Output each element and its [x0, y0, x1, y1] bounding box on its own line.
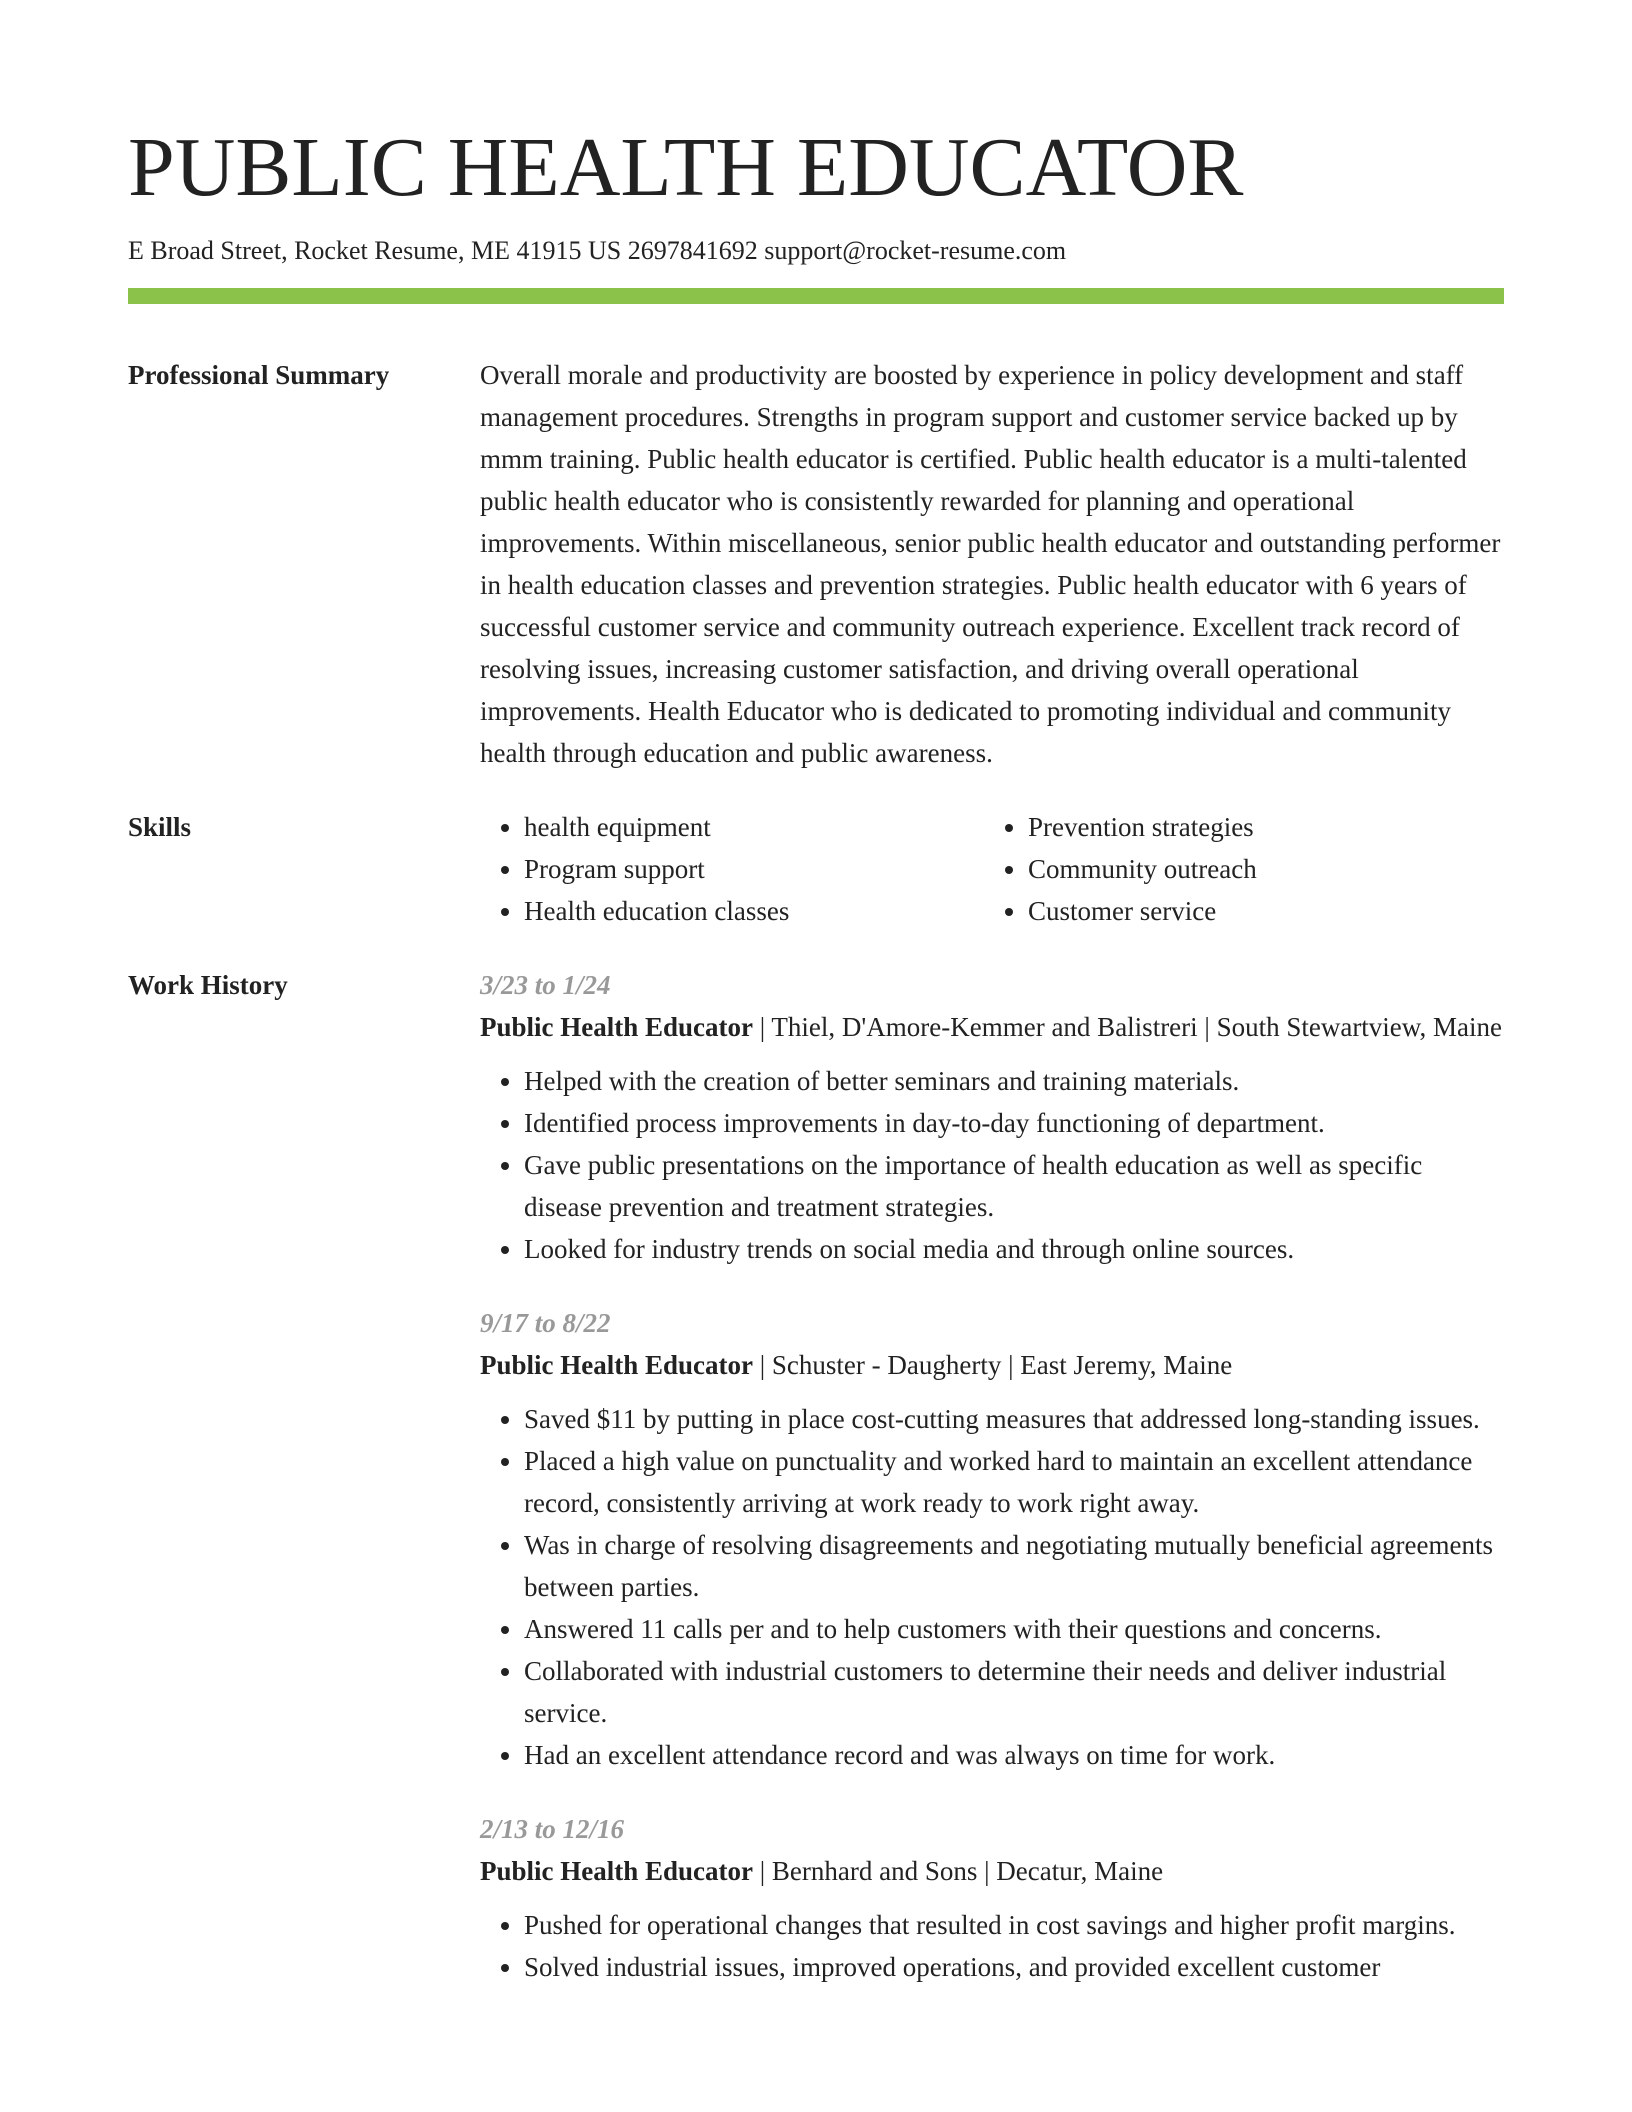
job-bullet: • Gave public presentations on the importance of health education as well as specific disease prevention and treatment strategies.	[524, 1144, 1504, 1228]
job-title: Public Health Educator	[480, 1012, 754, 1042]
job-bullet: • Was in charge of resolving disagreements and negotiating mutually beneficial agreements between parties.	[524, 1524, 1504, 1608]
contact-address: E Broad Street, Rocket Resume, ME 41915 US	[128, 236, 622, 265]
job-heading	[480, 1006, 1504, 1048]
skills-section	[128, 806, 1504, 932]
job-bullet: • Placed a high value on punctuality and worked hard to maintain an excellent attendance record, consistently arriving at work ready to work right away.	[524, 1440, 1504, 1524]
accent-divider	[128, 288, 1504, 304]
work-history-heading: Work History	[128, 970, 288, 1000]
job-bullet: • Had an excellent attendance record and was always on time for work.	[524, 1734, 1504, 1776]
job-dates: 9/17 to 8/22	[480, 1308, 611, 1338]
job-bullet: • Solved industrial issues, improved operations, and provided excellent customer	[524, 1946, 1504, 1988]
contact-line	[128, 234, 1504, 268]
skills-list-right	[984, 806, 1488, 932]
skill-item: • Health education classes	[524, 890, 984, 932]
job-title: Public Health Educator	[480, 1856, 754, 1886]
resume-page	[128, 120, 1504, 2020]
job-bullet: • Pushed for operational changes that resulted in cost savings and higher profit margins.	[524, 1904, 1504, 1946]
job-bullet: • Answered 11 calls per and to help customers with their questions and concerns.	[524, 1608, 1504, 1650]
job-dates: 3/23 to 1/24	[480, 970, 611, 1000]
contact-email: support@rocket-resume.com	[764, 236, 1067, 265]
job-bullet: • Saved $11 by putting in place cost-cutting measures that addressed long-standing issues.	[524, 1398, 1504, 1440]
work-history-section	[128, 964, 1504, 2020]
job-entry	[480, 964, 1504, 1270]
summary-heading: Professional Summary	[128, 360, 390, 390]
summary-text: Overall morale and productivity are boosted by experience in policy development and staff management procedures. Strengths in program support and customer service backed up by mmm training. Public health educator is certified. Public health educator is a multi-talented public health educator who is consistently rewarded for planning and operational improvements. Within miscellaneous, senior public health educator and outstanding performer in health education classes and prevention strategies. Public health educator with 6 years of successful customer service and community outreach experience. Excellent track record of resolving issues, increasing customer satisfaction, and driving overall operational improvements. Health Educator who is dedicated to promoting individual and community health through education and public awareness.	[480, 360, 1501, 768]
job-details: | Bernhard and Sons | Decatur, Maine	[753, 1856, 1164, 1886]
skills-list-left	[480, 806, 984, 932]
job-bullet: • Identified process improvements in day-to-day functioning of department.	[524, 1102, 1504, 1144]
skills-heading: Skills	[128, 812, 192, 842]
job-bullets	[480, 1904, 1504, 1988]
summary-section	[128, 354, 1504, 774]
job-entry	[480, 1808, 1504, 1988]
job-details: | Thiel, D'Amore-Kemmer and Balistreri | South Stewartview, Maine	[753, 1012, 1503, 1042]
job-bullets	[480, 1398, 1504, 1776]
page-title: PUBLIC HEALTH EDUCATOR	[128, 121, 1244, 214]
job-heading	[480, 1850, 1504, 1892]
contact-phone: 2697841692	[627, 236, 758, 265]
skill-item: • Customer service	[1028, 890, 1488, 932]
job-bullet: • Looked for industry trends on social media and through online sources.	[524, 1228, 1504, 1270]
job-bullet: • Collaborated with industrial customers to determine their needs and deliver industrial service.	[524, 1650, 1504, 1734]
job-entry	[480, 1302, 1504, 1776]
job-dates: 2/13 to 12/16	[480, 1814, 625, 1844]
job-details: | Schuster - Daugherty | East Jeremy, Maine	[753, 1350, 1233, 1380]
job-heading	[480, 1344, 1504, 1386]
job-title: Public Health Educator	[480, 1350, 754, 1380]
job-bullets	[480, 1060, 1504, 1270]
skill-item: • health equipment	[524, 806, 984, 848]
job-bullet: • Helped with the creation of better seminars and training materials.	[524, 1060, 1504, 1102]
skill-item: • Community outreach	[1028, 848, 1488, 890]
skill-item: • Program support	[524, 848, 984, 890]
skill-item: • Prevention strategies	[1028, 806, 1488, 848]
skills-grid	[480, 806, 1504, 932]
